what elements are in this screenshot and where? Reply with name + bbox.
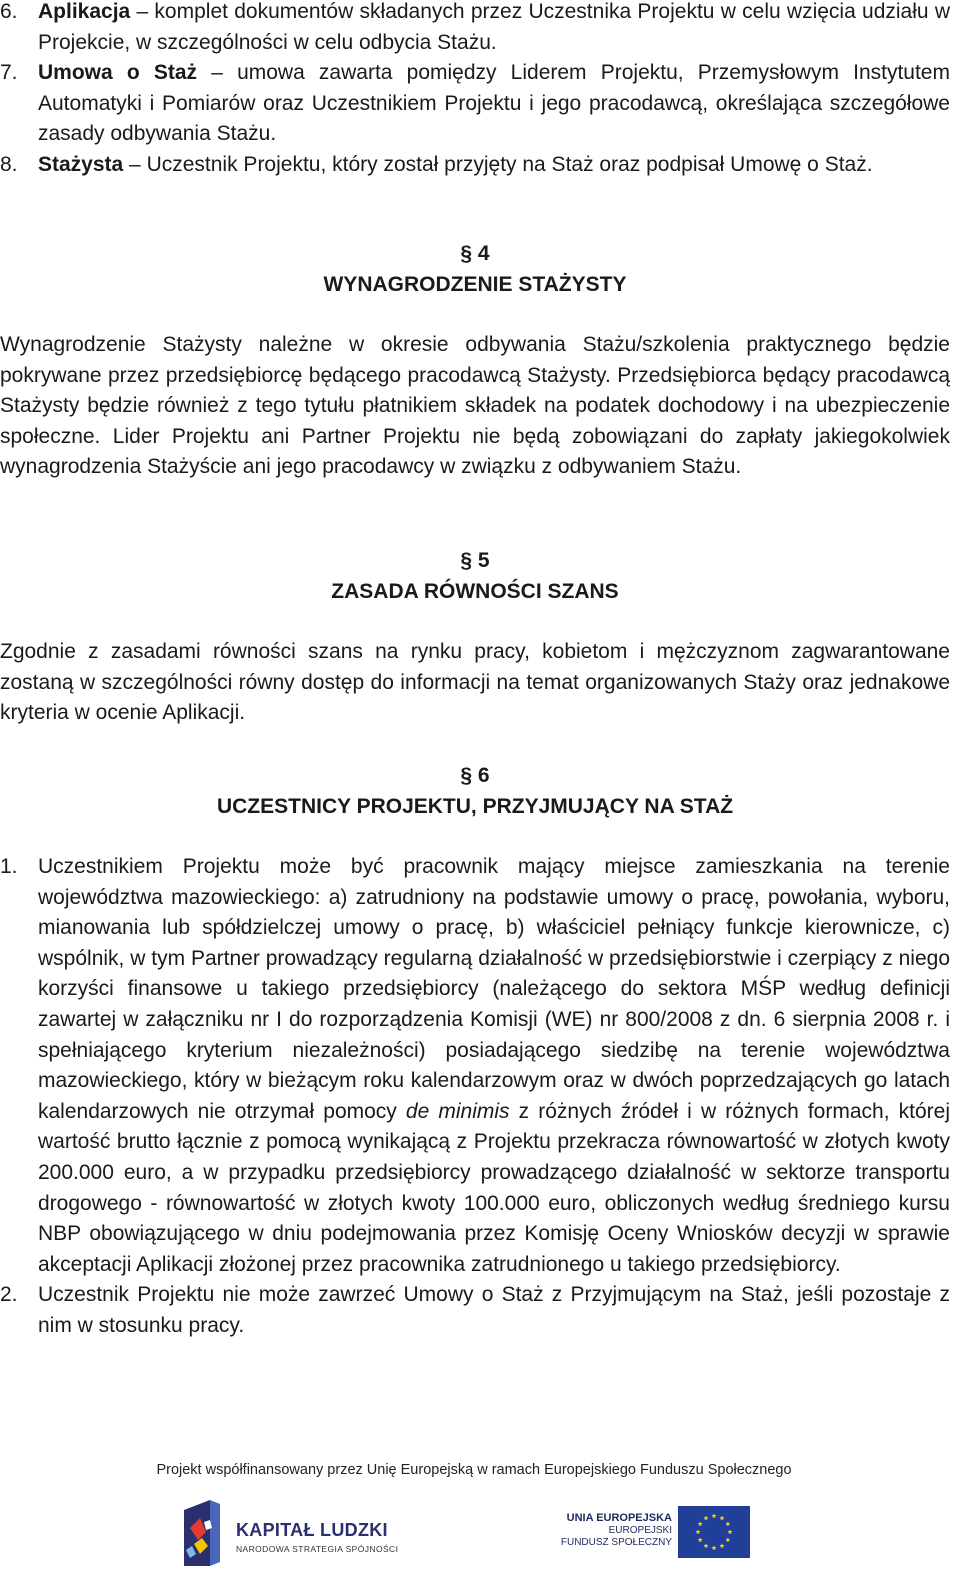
item-number: 6. [0,0,18,23]
definition-item [0,0,950,58]
eu-line3: FUNDUSZ SPOŁECZNY [560,1537,672,1548]
cofinancing-note: Projekt współfinansowany przez Unię Europejską w ramach Europejskiego Funduszu Społecznego [156,1462,792,1478]
definition-term: Aplikacja [38,0,131,23]
item-number: 7. [0,61,18,85]
section-title: WYNAGRODZENIE STAŻYSTY [323,273,627,296]
kapital-ludzki-emblem-icon [180,1498,232,1568]
section-title: UCZESTNICY PROJEKTU, PRZYJMUJĄCY NA STAŻ [216,795,734,818]
term-separator: – [123,152,147,176]
definitions-list [0,0,950,181]
eu-flag-icon [678,1506,750,1558]
definition-item [0,58,950,150]
participants-list [0,852,950,1342]
item-text: Uczestnikiem Projektu może być pracownik mający miejsce zamieszkania na terenie województwa mazowieckiego: a) zatrudniony na podstawie umowy o pracę, powołania, wyboru, mianowania lub spółdzielczej umowy o pracę, b) właściciel pełniący funkcje kierownicze, c) wspólnik, w tym Partner prowadzący regularną działalność w przedsiębiorstwie i czerpiący z niego korzyści finansowe u takiego przedsiębiorcy (należącego do sektora MŚP według definicji zawartej w załączniku nr I do rozporządzenia Komisji (WE) nr 800/2008 z dn. 6 sierpnia 2008 r. i spełniającego kryterium niezależności) posiadającego siedzibę na terenie województwa mazowieckiego, który w bieżącym roku kalendarzowym oraz w dwóch poprzedzających go latach kalendarzowych nie otrzymał pomocy [38,855,950,1123]
section-title: ZASADA RÓWNOŚCI SZANS [331,580,619,603]
item-number: 8. [0,152,18,176]
item-text-continued: z różnych źródeł i w różnych formach, której wartość brutto łącznie z pomocą wynikającą z Projektu przekracza równowartość w złotych kwoty 200.000 euro, a w przypadku przedsiębiorcy prowadzącego działalność w sektorze transportu drogowego - równowartość w złotych kwoty 100.000 euro, obliczonych według średniego kursu NBP obowiązującego w dniu podejmowania przez Komisję Oceny Wniosków decyzji w sprawie akceptacji Aplikacji złożonej przez pracownika zatrudnionego u takiego przedsiębiorcy. [38,1099,950,1276]
definition-term: Stażysta [38,152,124,176]
item-text: Uczestnik Projektu nie może zawrzeć Umowy o Staż z Przyjmującym na Staż, jeśli pozostaje z nim w stosunku pracy. [38,1283,950,1337]
definition-text: umowa zawarta pomiędzy Liderem Projektu, Przemysłowym Instytutem Automatyki i Pomiarów oraz Uczestnikiem Projektu i jego pracodawcą, określająca szczegółowe zasady odbywania Stażu. [38,61,950,146]
item-italic-text: de minimis [405,1099,510,1123]
term-separator: – [130,0,155,23]
definition-term: Umowa o Staż [38,61,198,85]
section-paragraph: Wynagrodzenie Stażysty należne w okresie odbywania Stażu/szkolenia praktycznego będzie pokrywane przez przedsiębiorcę będącego pracodawcą Stażysty. Przedsiębiorca będący pracodawcą Stażysty będzie również z tego tytułu płatnikiem składek na podatek dochodowy i na ubezpieczenie społeczne. Lider Projektu ani Partner Projektu nie będą zobowiązani do zapłaty jakiegokolwiek wynagrodzenia Stażyście ani jego pracodawcy w związku z odbywaniem Stażu. [0,333,950,479]
eu-logo [560,1502,760,1566]
eu-logo-text [560,1512,672,1550]
list-item [0,852,950,1280]
eu-line1: UNIA EUROPEJSKA [566,1512,672,1524]
kapital-ludzki-subtitle: NARODOWA STRATEGIA SPÓJNOŚCI [236,1544,399,1554]
section-number: § 4 [460,242,490,265]
item-number: 1. [0,855,18,878]
eu-line2: EUROPEJSKI [608,1524,672,1536]
list-item [0,1280,950,1341]
section-number: § 6 [460,764,490,787]
section-number: § 5 [460,549,490,572]
term-separator: – [197,61,238,85]
definition-text: komplet dokumentów składanych przez Uczestnika Projektu w celu wzięcia udziału w Projekcie, w szczególności w celu odbycia Stażu. [38,0,950,54]
section-paragraph: Zgodnie z zasadami równości szans na rynku pracy, kobietom i mężczyznom zagwarantowane zostaną w szczególności równy dostęp do informacji na temat organizowanych Staży oraz jednakowe kryteria w ocenie Aplikacji. [0,640,950,725]
kapital-ludzki-logo [180,1498,400,1570]
kapital-ludzki-title: KAPITAŁ LUDZKI [236,1520,388,1540]
definition-item [0,150,950,181]
item-number: 2. [0,1283,18,1307]
definition-text: Uczestnik Projektu, który został przyjęty na Staż oraz podpisał Umowę o Staż. [146,152,873,176]
